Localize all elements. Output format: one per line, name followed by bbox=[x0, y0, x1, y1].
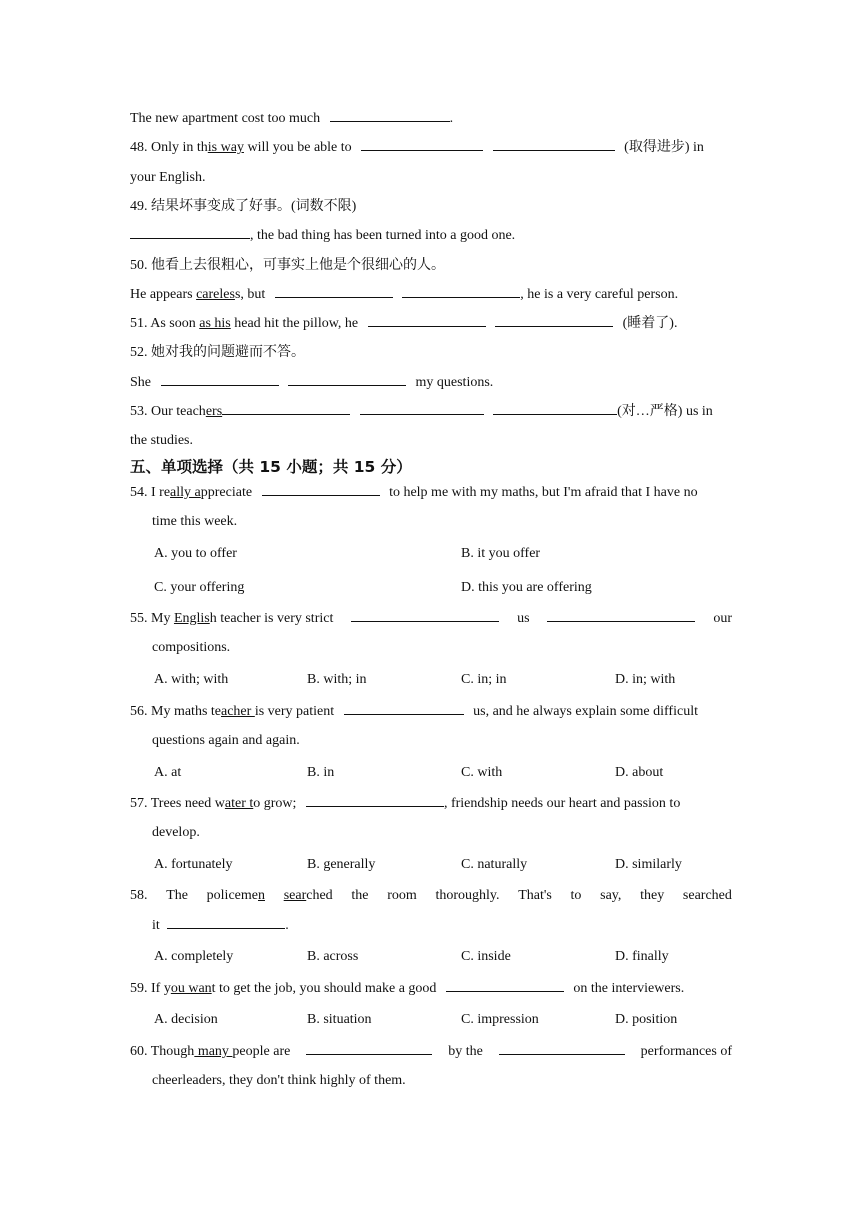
q57-option-d[interactable]: D. similarly bbox=[615, 857, 682, 872]
answer-blank[interactable] bbox=[306, 1042, 432, 1055]
q55-stem-2: compositions. bbox=[152, 640, 231, 655]
answer-blank[interactable] bbox=[306, 794, 444, 807]
answer-blank[interactable] bbox=[446, 979, 564, 992]
answer-blank[interactable] bbox=[495, 314, 613, 327]
answer-blank[interactable] bbox=[493, 402, 617, 415]
q57-option-c[interactable]: C. naturally bbox=[461, 857, 528, 872]
q54-option-c[interactable]: C. your offering bbox=[154, 580, 245, 595]
q59-option-a[interactable]: A. decision bbox=[154, 1012, 218, 1027]
q58-option-a[interactable]: A. completely bbox=[154, 949, 234, 964]
q58-stem: 58. The policemen searched the room thoroughly. That's to say, they searched bbox=[130, 888, 732, 903]
answer-blank[interactable] bbox=[130, 226, 250, 239]
q55-option-a[interactable]: A. with; with bbox=[154, 672, 229, 687]
q54-option-b[interactable]: B. it you offer bbox=[461, 546, 541, 561]
answer-blank[interactable] bbox=[547, 609, 695, 622]
q56-stem: 56. My maths teacher is very patient us, and he always explain some difficult bbox=[130, 704, 698, 719]
q57-option-a[interactable]: A. fortunately bbox=[154, 857, 233, 872]
q54-stem-2: time this week. bbox=[152, 514, 238, 529]
answer-blank[interactable] bbox=[161, 373, 279, 386]
q54-option-a[interactable]: A. you to offer bbox=[154, 546, 237, 561]
answer-blank[interactable] bbox=[222, 402, 350, 415]
q59-option-b[interactable]: B. situation bbox=[307, 1012, 372, 1027]
answer-blank[interactable] bbox=[361, 138, 483, 151]
q54-stem: 54. I really appreciate to help me with my maths, but I'm afraid that I have no bbox=[130, 485, 698, 500]
q52-line: She my questions. bbox=[130, 375, 494, 390]
section-heading: 五、单项选择（共 15 小题；共 15 分） bbox=[130, 458, 412, 476]
answer-blank[interactable] bbox=[499, 1042, 625, 1055]
q58-option-c[interactable]: C. inside bbox=[461, 949, 511, 964]
q50-line: He appears careless, but , he is a very careful person. bbox=[130, 287, 679, 302]
q59-option-d[interactable]: D. position bbox=[615, 1012, 678, 1027]
answer-blank[interactable] bbox=[402, 285, 520, 298]
q55-option-c[interactable]: C. in; in bbox=[461, 672, 507, 687]
answer-blank[interactable] bbox=[351, 609, 499, 622]
q48-line-2: your English. bbox=[130, 170, 206, 185]
q58-option-b[interactable]: B. across bbox=[307, 949, 359, 964]
q56-stem-2: questions again and again. bbox=[152, 733, 300, 748]
q56-option-d[interactable]: D. about bbox=[615, 765, 664, 780]
q59-stem: 59. If you want to get the job, you should make a good on the interviewers. bbox=[130, 981, 685, 996]
q56-option-c[interactable]: C. with bbox=[461, 765, 503, 780]
answer-blank[interactable] bbox=[493, 138, 615, 151]
answer-blank[interactable] bbox=[368, 314, 486, 327]
q49-prompt: 49. 结果坏事变成了好事。(词数不限) bbox=[130, 199, 357, 214]
answer-blank[interactable] bbox=[262, 483, 380, 496]
answer-blank[interactable] bbox=[330, 109, 450, 122]
q59-option-c[interactable]: C. impression bbox=[461, 1012, 539, 1027]
q54-option-d[interactable]: D. this you are offering bbox=[461, 580, 592, 595]
q56-option-b[interactable]: B. in bbox=[307, 765, 335, 780]
q57-option-b[interactable]: B. generally bbox=[307, 857, 376, 872]
q57-stem-2: develop. bbox=[152, 825, 200, 840]
q56-option-a[interactable]: A. at bbox=[154, 765, 182, 780]
q53-line: 53. Our teachers (对…严格) us in bbox=[130, 404, 713, 419]
q50-prompt: 50. 他看上去很粗心，可事实上他是个很细心的人。 bbox=[130, 258, 445, 273]
answer-blank[interactable] bbox=[344, 702, 464, 715]
q58-option-d[interactable]: D. finally bbox=[615, 949, 669, 964]
q57-stem: 57. Trees need water to grow; , friendship needs our heart and passion to bbox=[130, 796, 681, 811]
q48-line: 48. Only in this way will you be able to (取得进步) in bbox=[130, 140, 704, 155]
q51-line: 51. As soon as his head hit the pillow, he (睡着了). bbox=[130, 316, 678, 331]
answer-blank[interactable] bbox=[360, 402, 484, 415]
q55-stem: 55. My English teacher is very strict us our bbox=[130, 611, 732, 626]
q55-option-b[interactable]: B. with; in bbox=[307, 672, 367, 687]
q49-line: , the bad thing has been turned into a good one. bbox=[130, 226, 732, 246]
q55-option-d[interactable]: D. in; with bbox=[615, 672, 676, 687]
answer-blank[interactable] bbox=[288, 373, 406, 386]
q58-stem-2: it . bbox=[152, 918, 289, 933]
answer-blank[interactable] bbox=[275, 285, 393, 298]
q52-prompt: 52. 她对我的问题避而不答。 bbox=[130, 345, 305, 360]
q53-line-2: the studies. bbox=[130, 433, 193, 448]
q60-stem: 60. Though many people are by the performances of bbox=[130, 1044, 732, 1059]
answer-blank[interactable] bbox=[167, 916, 285, 929]
q47-line: The new apartment cost too much . bbox=[130, 111, 454, 126]
q60-stem-2: cheerleaders, they don't think highly of them. bbox=[152, 1073, 406, 1088]
